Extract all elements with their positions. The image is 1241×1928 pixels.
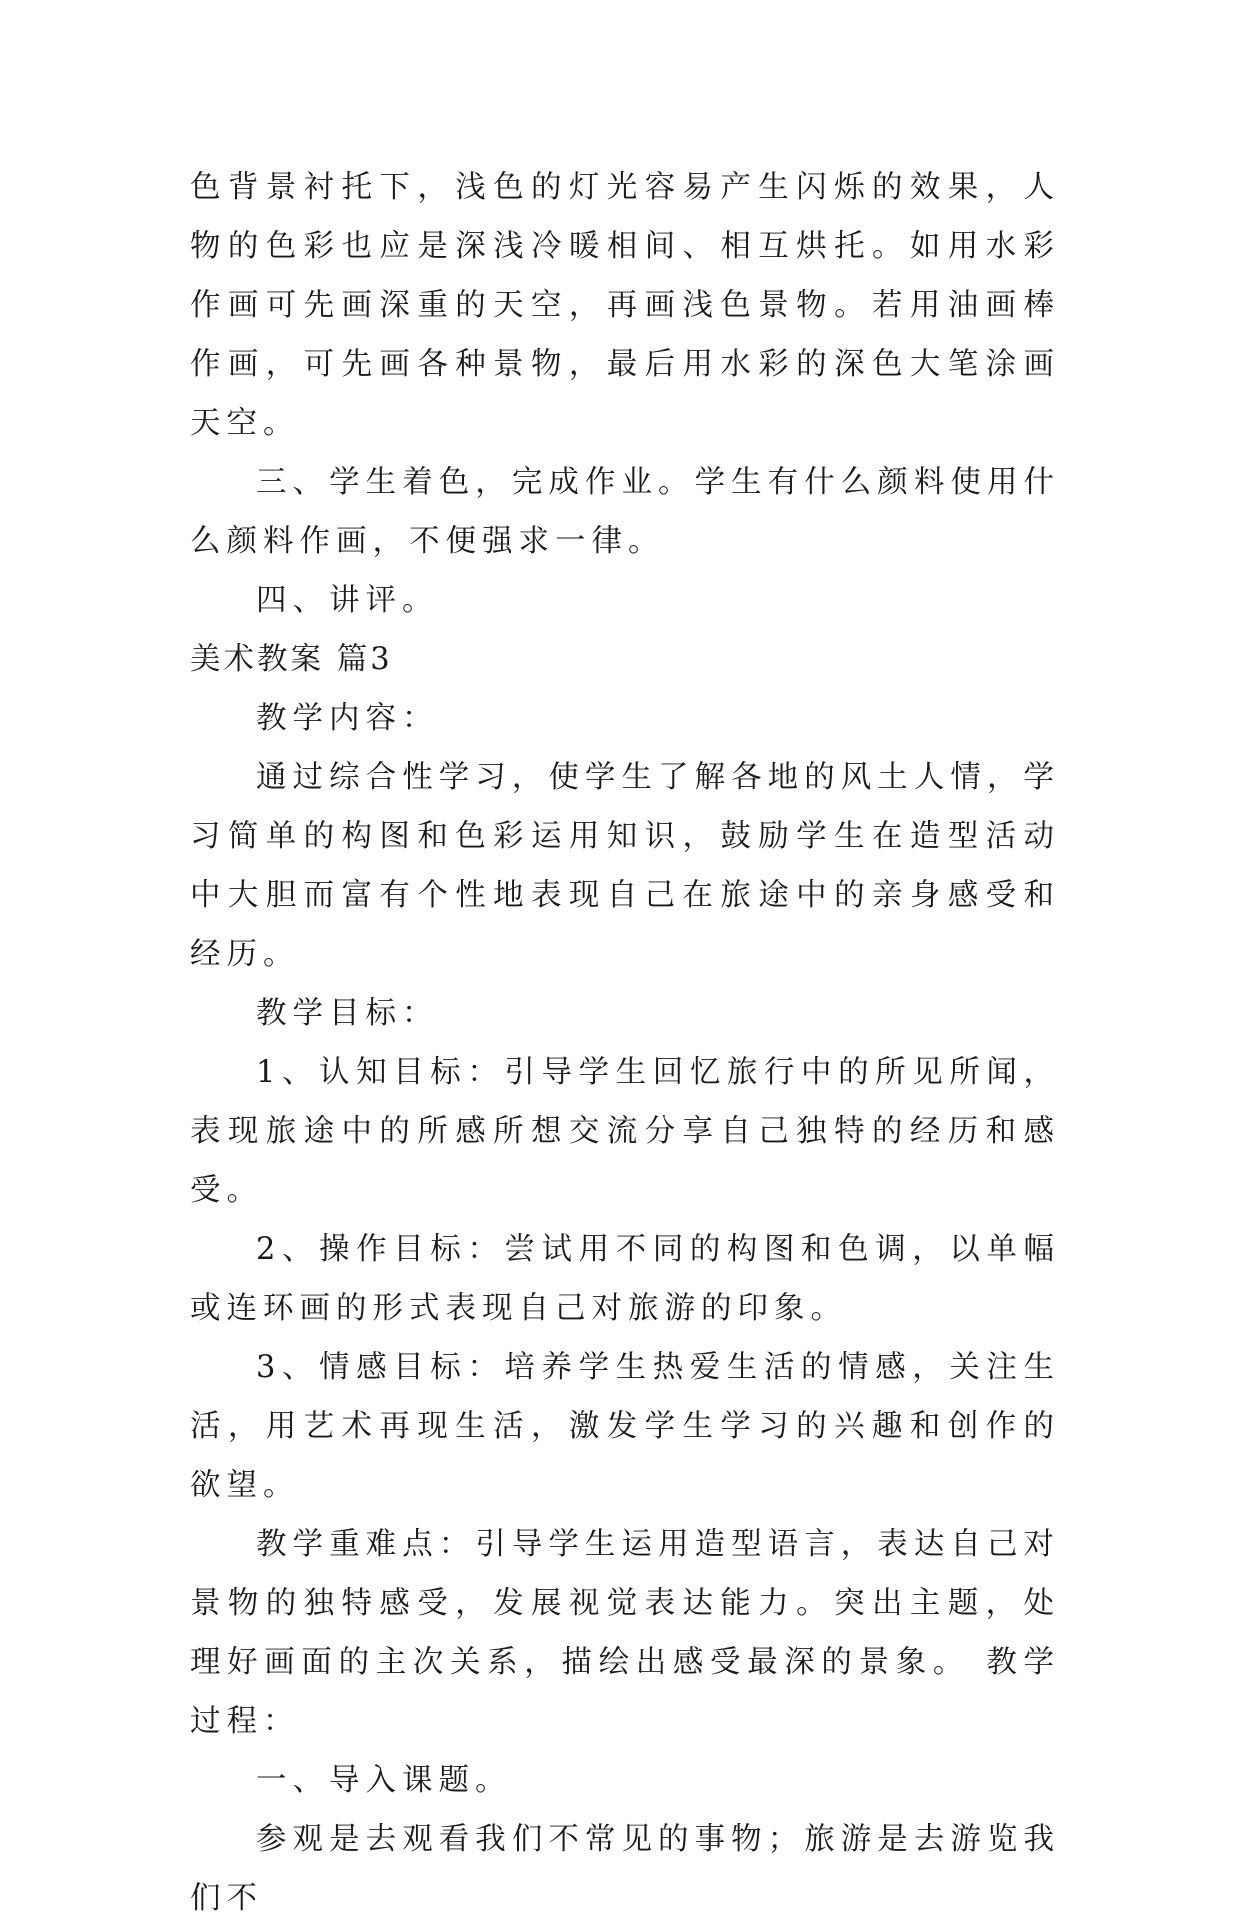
paragraph-step-one: 一、导入课题。 [256,1763,512,1798]
paragraph-teaching-content: 通过综合性学习，使学生了解各地的风土人情，学习简单的构图和色彩运用知识，鼓励学生在造型活动中大胆而富有个性地表现自己在旅途中的亲身感受和经历。 [190,760,1060,972]
section-heading-lesson-3: 美术教案 篇3 [190,642,393,677]
label-teaching-content: 教学内容： [256,701,439,736]
paragraph-objective-cognitive: 1、认知目标：引导学生回忆旅行中的所见所闻，表现旅途中的所感所想交流分享自己独特的经历和感受。 [190,1055,1060,1208]
document-page [190,158,1060,1928]
paragraph-step-four: 四、讲评。 [256,583,439,618]
paragraph-night-scene-coloring: 色背景衬托下，浅色的灯光容易产生闪烁的效果，人物的色彩也应是深浅冷暖相间、相互烘托。如用水彩作画可先画深重的天空，再画浅色景物。若用油画棒作画，可先画各种景物，最后用水彩的深色大笔涂画天空。 [190,170,1060,441]
paragraph-step-three: 三、学生着色，完成作业。学生有什么颜料使用什么颜料作画，不便强求一律。 [190,465,1060,559]
label-teaching-objectives: 教学目标： [256,996,439,1031]
paragraph-objective-operation: 2、操作目标：尝试用不同的构图和色调，以单幅或连环画的形式表现自己对旅游的印象。 [190,1232,1060,1326]
paragraph-objective-emotion: 3、情感目标：培养学生热爱生活的情感，关注生活，用艺术再现生活，激发学生学习的兴趣和创作的欲望。 [190,1350,1060,1503]
paragraph-visit-travel: 参观是去观看我们不常见的事物；旅游是去游览我们不 [190,1822,1060,1916]
paragraph-key-difficulties: 教学重难点：引导学生运用造型语言，表达自己对景物的独特感受，发展视觉表达能力。突出主题，处理好画面的主次关系，描绘出感受最深的景象。 教学过程： [190,1527,1060,1739]
